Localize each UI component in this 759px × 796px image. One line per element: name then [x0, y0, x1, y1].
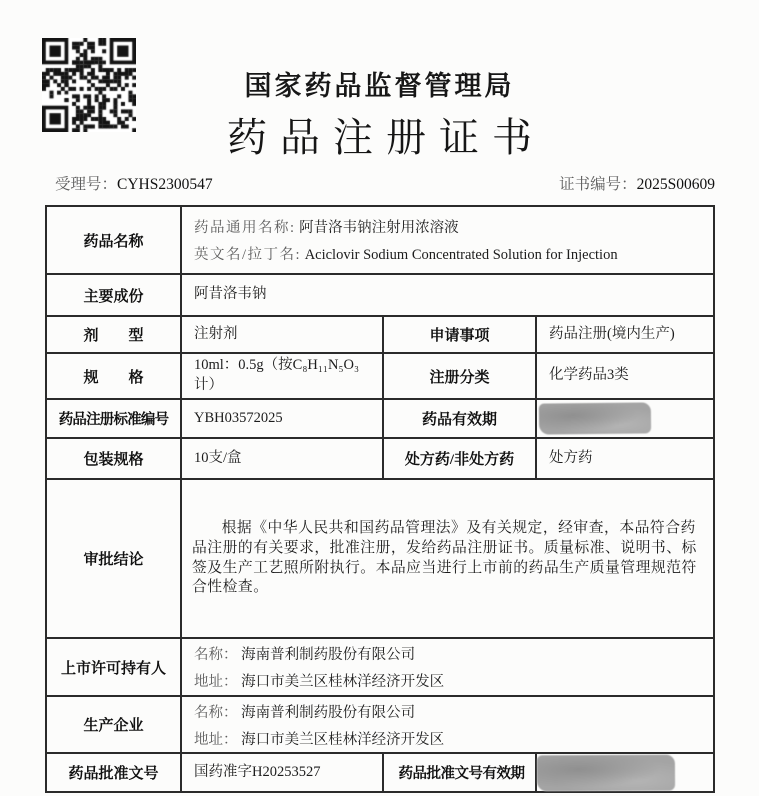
- manufacturer-address-value: 海口市美兰区桂林洋经济开发区: [241, 731, 445, 748]
- manufacturer-cell: [182, 697, 713, 752]
- spec-value: 10ml：0.5g（按C₈H₁₁N₅O₃计）: [182, 354, 384, 398]
- rx-label: 处方药/非处方药: [384, 439, 537, 478]
- holder-address-line: [194, 670, 705, 691]
- english-name-line: [194, 243, 705, 264]
- approval-no-value: 国药准字H20253527: [182, 754, 384, 791]
- row-manufacturer: [47, 697, 713, 754]
- dosage-form-value: 注射剂: [182, 317, 384, 352]
- row-approval: [47, 754, 713, 791]
- manufacturer-name-line: [194, 701, 705, 722]
- drug-validity-label: 药品有效期: [384, 400, 537, 437]
- row-dosage-application: [47, 317, 713, 354]
- reg-class-label: 注册分类: [384, 354, 537, 398]
- acceptance-value: CYHS2300547: [117, 176, 213, 193]
- conclusion-text: 根据《中华人民共和国药品管理法》及有关规定，经审查，本品符合药品注册的有关要求，批准注册，发给药品注册证书。质量标准、说明书、标签及生产工艺照所附执行。本品应当进行上市前的药品生产质量管理规范符合性检查。: [192, 519, 697, 596]
- acceptance-label: 受理号：: [55, 176, 118, 193]
- generic-name-line: [194, 216, 705, 237]
- reg-class-value: 化学药品3类: [549, 367, 629, 384]
- certificate-label: 证书编号：: [559, 176, 637, 193]
- manufacturer-label: 生产企业: [47, 697, 182, 752]
- approval-validity-value: [537, 754, 713, 791]
- generic-name-value: 阿昔洛韦钠注射用浓溶液: [299, 220, 459, 236]
- manufacturer-name-value: 海南普利制药股份有限公司: [241, 704, 416, 721]
- rx-value: 处方药: [549, 449, 593, 466]
- holder-address-value: 海口市美兰区桂林洋经济开发区: [241, 674, 445, 690]
- ingredient-value: 阿昔洛韦钠: [194, 286, 267, 303]
- holder-label: 上市许可持有人: [47, 639, 182, 695]
- certificate-title: 药品注册证书: [227, 115, 545, 160]
- manufacturer-address-line: [194, 728, 705, 749]
- approval-no-label: 药品批准文号: [47, 754, 182, 791]
- approval-validity-label: 药品批准文号有效期: [384, 754, 537, 791]
- acceptance-number: [55, 172, 213, 194]
- row-ingredient: [47, 275, 713, 317]
- info-line: [55, 172, 715, 194]
- package-label: 包装规格: [47, 439, 182, 478]
- standard-no-value: YBH03572025: [182, 400, 384, 437]
- issuer-title: 国家药品监督管理局: [244, 71, 515, 101]
- manufacturer-name-label: 名称：: [194, 704, 238, 721]
- english-name-value: Aciclovir Sodium Concentrated Solution for Injection: [304, 247, 618, 263]
- conclusion-cell: [182, 480, 713, 637]
- row-spec-class: [47, 354, 713, 400]
- certificate-table: [45, 205, 715, 793]
- holder-name-label: 名称：: [194, 647, 238, 663]
- certificate-value: 2025S00609: [636, 176, 715, 193]
- drug-name-label: 药品名称: [47, 207, 182, 273]
- dosage-form-label: 剂 型: [47, 317, 182, 352]
- holder-name-line: [194, 643, 705, 664]
- application-label: 申请事项: [384, 317, 537, 352]
- row-holder: [47, 639, 713, 697]
- drug-validity-value: [537, 400, 713, 437]
- row-conclusion: [47, 480, 713, 639]
- application-value: 药品注册(境内生产): [549, 325, 675, 342]
- standard-no-label: 药品注册标准编号: [47, 400, 182, 437]
- generic-name-label: 药品通用名称:: [194, 220, 296, 236]
- drug-name-cell: [182, 207, 713, 273]
- row-drug-name: [47, 207, 713, 275]
- redaction-smudge: [537, 755, 675, 792]
- holder-cell: [182, 639, 713, 695]
- row-standard-validity: [47, 400, 713, 439]
- ingredient-label: 主要成份: [47, 275, 182, 315]
- conclusion-label: 审批结论: [47, 480, 182, 637]
- holder-name-value: 海南普利制药股份有限公司: [241, 647, 416, 663]
- certificate-number: [559, 172, 715, 194]
- english-name-label: 英文名/拉丁名:: [194, 247, 302, 263]
- redaction-smudge: [539, 402, 651, 434]
- holder-address-label: 地址：: [194, 674, 238, 690]
- package-value: 10支/盒: [182, 439, 384, 478]
- row-package-rx: [47, 439, 713, 480]
- spec-label: 规 格: [47, 354, 182, 398]
- manufacturer-address-label: 地址：: [194, 731, 238, 748]
